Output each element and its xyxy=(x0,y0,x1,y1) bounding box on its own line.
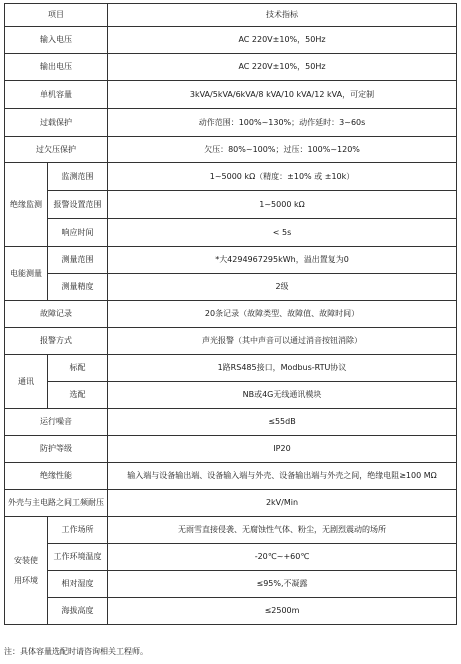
row-value: 无雨雪直接侵袭、无腐蚀性气体、粉尘，无剧烈震动的场所 xyxy=(108,517,457,544)
row-value: 1~5000 kΩ（精度：±10% 或 ±10k） xyxy=(108,163,457,191)
row-value: NB或4G无线通讯模块 xyxy=(108,382,457,409)
table-row xyxy=(5,191,457,219)
row-label: 过欠压保护 xyxy=(5,137,108,163)
row-label: 运行噪音 xyxy=(5,409,108,436)
row-label: 绝缘性能 xyxy=(5,463,108,490)
row-value: 声光报警（其中声音可以通过消音按钮消除） xyxy=(108,328,457,355)
row-label: 单机容量 xyxy=(5,81,108,109)
row-label: 报警设置范围 xyxy=(48,191,108,219)
row-label: 防护等级 xyxy=(5,436,108,463)
footnote: 注：具体容量选配时请咨询相关工程师。 xyxy=(4,647,148,656)
row-label: 输出电压 xyxy=(5,54,108,81)
header-spec: 技术指标 xyxy=(108,4,457,27)
table-row xyxy=(5,571,457,598)
table-row xyxy=(5,54,457,81)
table-row xyxy=(5,409,457,436)
row-label: 海拔高度 xyxy=(48,598,108,625)
table-row xyxy=(5,598,457,625)
group-label-env xyxy=(5,517,48,625)
row-value: 欠压：80%~100%；过压：100%~120% xyxy=(108,137,457,163)
row-value: -20℃~+60℃ xyxy=(108,544,457,571)
row-value: 20条记录（故障类型、故障值、故障时间） xyxy=(108,301,457,328)
table-row xyxy=(5,355,457,382)
row-value: 2级 xyxy=(108,274,457,301)
table-row xyxy=(5,163,457,191)
table-row xyxy=(5,463,457,490)
row-value: 1~5000 kΩ xyxy=(108,191,457,219)
spec-table xyxy=(4,3,457,625)
row-value: 3kVA/5kVA/6kVA/8 kVA/10 kVA/12 kVA，可定制 xyxy=(108,81,457,109)
group-label-env-line1: 安装使 xyxy=(14,555,38,565)
table-row xyxy=(5,137,457,163)
row-label: 工作环境温度 xyxy=(48,544,108,571)
table-row xyxy=(5,436,457,463)
table-row xyxy=(5,490,457,517)
table-row xyxy=(5,219,457,247)
row-value: 1路RS485接口，Modbus-RTU协议 xyxy=(108,355,457,382)
row-label: 相对湿度 xyxy=(48,571,108,598)
table-row xyxy=(5,247,457,274)
table-header-row xyxy=(5,4,457,27)
table-row xyxy=(5,517,457,544)
table-row xyxy=(5,109,457,137)
table-row xyxy=(5,274,457,301)
row-label: 外壳与主电路之间工频耐压 xyxy=(5,490,108,517)
group-label-insulation: 绝缘监测 xyxy=(5,163,48,247)
group-label-comm: 通讯 xyxy=(5,355,48,409)
row-label: 测量精度 xyxy=(48,274,108,301)
table-row xyxy=(5,27,457,54)
group-label-energy: 电能测量 xyxy=(5,247,48,301)
row-label: 报警方式 xyxy=(5,328,108,355)
row-value: IP20 xyxy=(108,436,457,463)
row-value: AC 220V±10%，50Hz xyxy=(108,27,457,54)
row-label: 工作场所 xyxy=(48,517,108,544)
row-value: ≤55dB xyxy=(108,409,457,436)
row-value: ≤95%,不凝露 xyxy=(108,571,457,598)
row-value: 输入端与设备输出端、设备输入端与外壳、设备输出端与外壳之间，绝缘电阻≥100 MΩ xyxy=(108,463,457,490)
table-row xyxy=(5,382,457,409)
row-value: ≤2500m xyxy=(108,598,457,625)
row-label: 监测范围 xyxy=(48,163,108,191)
row-value: AC 220V±10%，50Hz xyxy=(108,54,457,81)
row-label: 响应时间 xyxy=(48,219,108,247)
row-label: 故障记录 xyxy=(5,301,108,328)
table-row xyxy=(5,301,457,328)
header-item: 项目 xyxy=(5,4,108,27)
row-label: 测量范围 xyxy=(48,247,108,274)
row-label: 标配 xyxy=(48,355,108,382)
table-row xyxy=(5,328,457,355)
table-row xyxy=(5,544,457,571)
row-value: < 5s xyxy=(108,219,457,247)
row-value: 动作范围：100%~130%；动作延时：3~60s xyxy=(108,109,457,137)
row-value: 2kV/Min xyxy=(108,490,457,517)
row-label: 过载保护 xyxy=(5,109,108,137)
row-label: 选配 xyxy=(48,382,108,409)
row-label: 输入电压 xyxy=(5,27,108,54)
table-row xyxy=(5,81,457,109)
row-value: *大4294967295kWh，溢出置复为0 xyxy=(108,247,457,274)
group-label-env-line2: 用环境 xyxy=(14,575,38,585)
